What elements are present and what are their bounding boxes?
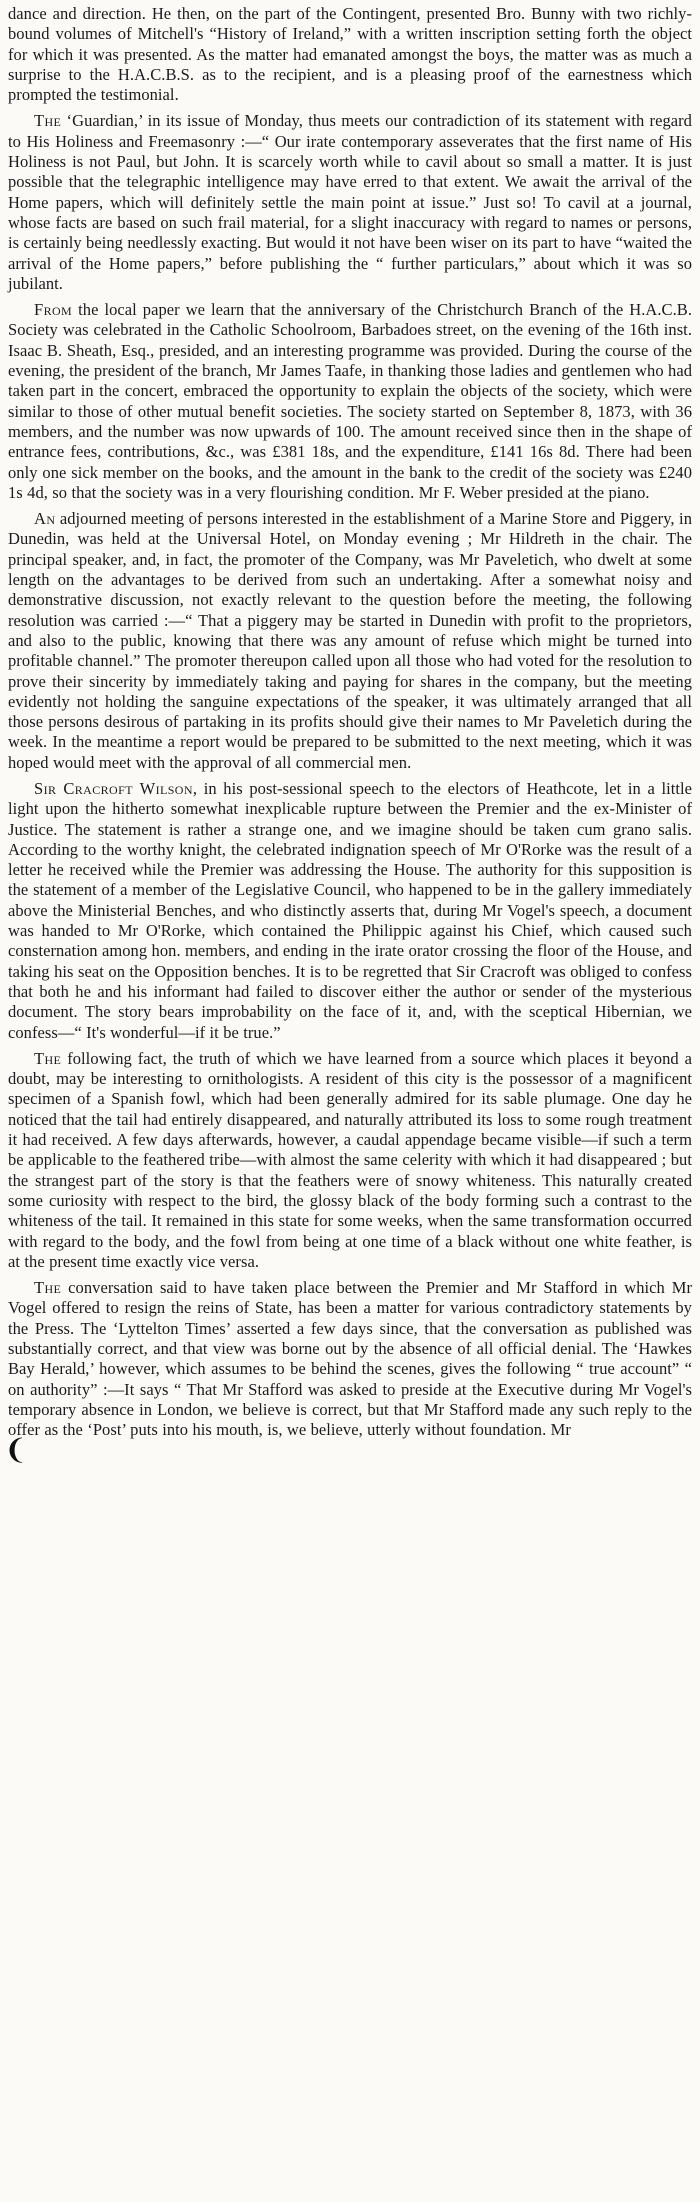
paragraph-text: , in his post-sessional speech to the electors of Heathcote, let in a little light upon the hitherto somewhat inexplicable rupture between the Premier and the ex-Minister of Justice. The statement is rather a strange one, and we imagine should be taken cum grano salis. According to the worthy knight, the celebrated indignation speech of Mr O'Rorke was the result of a letter he received while the Premier was addressing the House. The authority for this supposition is the statement of a member of the Legislative Council, who happened to be in the gallery immediately above the Ministerial Benches, and who distinctly asserts that, during Mr Vogel's speech, a document was handed to Mr O'Rorke, which contained the Philippic against his Chief, which caused such consternation among hon. members, and ending in the irate orator crossing the floor of the House, and taking his seat on the Opposition benches. It is to be regretted that Sir Cracroft was obliged to confess that both he and his informant had failed to discover either the author or sender of the mysterious document. The story bears improbability on the face of it, and, with the sceptical Hibernian, we confess—“ It's wonderful—if it be true.” xyxy=(8,778,692,1042)
paragraph-text: ‘Guardian,’ in its issue of Monday, thus meets our contradiction of its statement with regard to His Holiness and Freemasonry :—“ Our irate contemporary asseverates that the first name of His Holiness is not Paul, but John. It is scarcely worth while to cavil about so small a matter. It is just possible that the telegraphic intelligence may have erred to that extent. We await the arrival of the Home papers, which will definitely settle the main point at issue.” Just so! To cavil at a journal, whose facts are based on such frail material, for a slight inaccuracy with regard to names or persons, is certainly being needlessly exacting. But would it not have been wiser on its part to have “waited the arrival of the Home papers,” before publishing the “ further particulars,” about which it was so jubilant. xyxy=(8,111,692,293)
paragraph-lead: The xyxy=(34,1278,62,1298)
paragraph-text: adjourned meeting of persons interested in the establishment of a Marine Store and Piggery, in Dunedin, was held at the Universal Hotel, on Monday evening ; Mr Hildreth in the chair. The principal speaker, and, in fact, the promoter of the Company, was Mr Paveletich, who dwelt at some length on the advantages to be derived from such an undertaking. After a somewhat noisy and demonstrative discussion, not exactly relevant to the question before the meeting, the following resolution was carried :—“ That a piggery may be started in Dunedin with profit to the proprietors, and also to the public, knowing that there was any amount of refuse which might be turned into profitable channel.” The promoter thereupon called upon all those who had voted for the resolution to prove their sincerity by immediately taking and paying for shares in the company, but the meeting evidently not holding the sanguine expectations of the speaker, it was ultimately arranged that all those persons desirous of partaking in its profits should give their names to Mr Paveletich during the week. In the meantime a report would be prepared to be submitted to the next meeting, which it was hoped would meet with the approval of all commercial men. xyxy=(8,509,692,772)
paragraph-testimonial xyxy=(8,4,692,105)
paragraph-lead: The xyxy=(34,1048,62,1068)
paragraph-text: dance and direction. He then, on the part of the Contingent, presented Bro. Bunny with two richly-bound volumes of Mitchell's “History of Ireland,” with a written inscription setting forth the object for which it was presented. As the matter had emanated amongst the boys, the matter was as much a surprise to the H.A.C.B.S. as to the recipient, and is a pleasing proof of the earnestness which prompted the testimonial. xyxy=(8,4,692,105)
paragraph-lead: An xyxy=(34,509,56,529)
paragraph-text: following fact, the truth of which we have learned from a source which places it beyond a doubt, may be interesting to ornithologists. A resident of this city is the possessor of a magnificent specimen of a Spanish fowl, which had been generally admired for its sable plumage. One day he noticed that the tail had entirely disappeared, and naturally attributed its loss to some rough treatment it had received. A few days afterwards, however, a caudal appendage became visible—if such a term be applicable to the feathered tribe—with almost the same celerity with which it had disappeared ; but the strangest part of the story is that the feathers were of snowy whiteness. This naturally created some curiosity with respect to the bird, the glossy black of the body forming such a contrast to the whiteness of the tail. It remained in this state for some weeks, when the same transformation occurred with regard to the body, and the fowl from being at one time of a black without one white feather, is at the present time exactly vice versa. xyxy=(8,1048,692,1271)
paragraph-text: conversation said to have taken place between the Premier and Mr Stafford in which Mr Vogel offered to resign the reins of State, has been a matter for various contradictory statements by the Press. The ‘Lyttelton Times’ asserted a few days since, that the conversation as published was substantially correct, and that view was borne out by the absence of all official denial. The ‘Hawkes Bay Herald,’ however, which assumes to be behind the scenes, gives the following “ true account” “ on authority” :—It says “ That Mr Stafford was asked to preside at the Executive during Mr Vogel's temporary absence in London, we believe is correct, but that Mr Stafford made any such reply to the offer as the ‘Post’ puts into his mouth, is, we believe, utterly without foundation. Mr xyxy=(8,1278,692,1440)
paragraph-guardian xyxy=(8,111,692,294)
article-column xyxy=(4,4,692,1466)
paragraph-lead: From xyxy=(34,300,73,320)
paragraph-premier-stafford xyxy=(8,1278,692,1440)
paragraph-text: the local paper we learn that the anniversary of the Christchurch Branch of the H.A.C.B. Society was celebrated in the Catholic Schoolroom, Barbadoes street, on the evening of the 16th inst. Isaac B. Sheath, Esq., presided, and an interesting programme was provided. During the course of the evening, the president of the branch, Mr James Taafe, in thanking those ladies and gentlemen who had taken part in the concert, embraced the opportunity to explain the objects of the society, which were similar to those of other mutual benefit societies. The society started on September 8, 1873, with 36 members, and the number was now upwards of 100. The amount received since then in the shape of entrance fees, contributions, &c., was £381 18s, and the expenditure, £141 16s 8d. There had been only one sick member on the books, and the amount in the bank to the credit of the society was £240 1s 4d, so that the society was in a very flourishing condition. Mr F. Weber presided at the piano. xyxy=(8,300,692,502)
paragraph-lead: Sir Cracroft Wilson xyxy=(34,778,193,798)
paragraph-lead: The xyxy=(34,111,62,131)
margin-bracket-mark: ❨ xyxy=(4,1433,28,1466)
paragraph-cracroft-wilson xyxy=(8,779,692,1043)
paragraph-spanish-fowl xyxy=(8,1049,692,1272)
paragraph-hacb-anniversary xyxy=(8,300,692,503)
paragraph-piggery-meeting xyxy=(8,509,692,773)
